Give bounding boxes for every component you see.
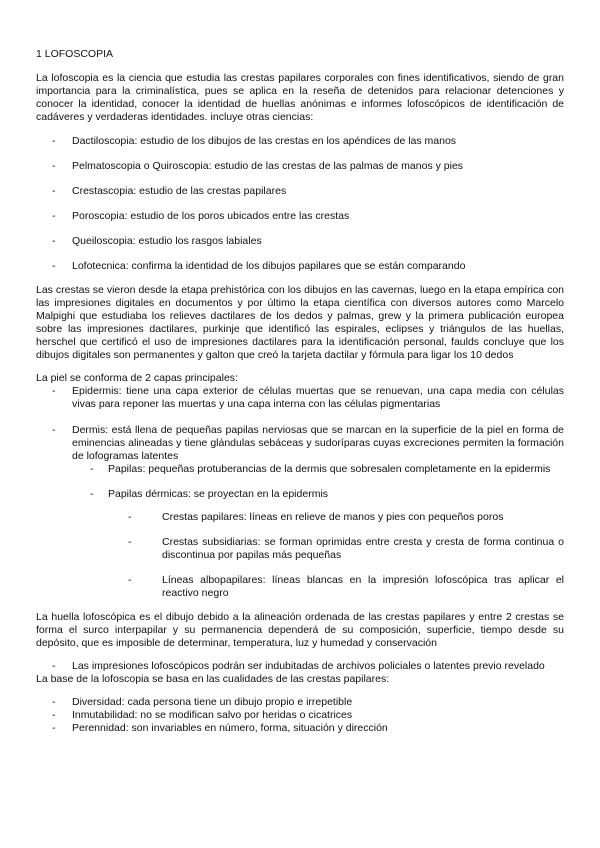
list-item: - Crestas papilares: líneas en relieve de manos y pies con pequeños poros	[108, 511, 564, 524]
list-item: - Perennidad: son invariables en número, forma, situación y dirección	[36, 722, 564, 735]
list-item: - Las impresiones lofoscópicos podrán ser indubitadas de archivos policiales o latentes previo revelado	[36, 660, 564, 673]
dermis-text: Dermis: está llena de pequeñas papilas nerviosas que se marcan en la superficie de la piel en forma de eminencias alineadas y tiene glándulas sebáceas y sudoríparas cuyas excreciones permiten la formación de lofogramas latentes	[72, 424, 564, 462]
list-item-dermis	[36, 424, 564, 600]
list-item: - Crestascopia: estudio de las crestas papilares	[36, 185, 564, 198]
history-paragraph: Las crestas se vieron desde la etapa prehistórica con los dibujos en las cavernas, luego en la etapa empírica con las impresiones digitales en documentos y por último la etapa científica con diversos autores como Marcelo Malpighi que estudiaba los relieves dactilares de los dedos y palmas, grew y la primera publicación europea sobre las impresiones dactilares, purkinje que identificó las espirales, eclipses y triángulos de las huellas, herschel que certificó el uso de impresiones dactilares para la identificación personal, faulds concluye que los dibujos digitales son permanentes y galton que creó la tarjeta dactilar y fórmula para ligar los 10 dedos	[36, 284, 564, 361]
list-item: - Dactiloscopia: estudio de los dibujos de las crestas en los apéndices de las manos	[36, 135, 564, 148]
list-item: - Queiloscopia: estudio los rasgos labiales	[36, 235, 564, 248]
base-paragraph: La base de la lofoscopia se basa en las cualidades de las crestas papilares:	[36, 673, 390, 685]
papillae-list	[72, 463, 564, 600]
list-item: - Crestas subsidiarias: se forman oprimidas entre cresta y cresta de forma continua o discontinua por papilas más pequeñas	[108, 536, 564, 562]
section-title: 1 LOFOSCOPIA	[36, 48, 114, 60]
qualities-list	[36, 696, 564, 735]
list-item: - Pelmatoscopia o Quiroscopia: estudio de las crestas de las palmas de manos y pies	[36, 160, 564, 173]
intro-paragraph: La lofoscopia es la ciencia que estudia las crestas papilares corporales con fines identificativos, siendo de gran importancia para la criminalística, pues se aplica en la reseña de detenidos para relacionar detenciones y conocer la identidad, conocer la identidad de huellas anónimas e informes lofoscópicos de identificación de cadáveres y verdaderas identidades. incluye otras ciencias:	[36, 72, 564, 123]
document-page	[36, 48, 564, 735]
fingerprint-paragraph: La huella lofoscópica es el dibujo debido a la alineación ordenada de las crestas papilares y entre 2 crestas se forma el surco interpapilar y su permanencia dependerá de su composición, superficie, tiempo desde su depósito, que es imposible de determinar, temperatura, luz y humedad y conservación	[36, 611, 564, 649]
list-item-epidermis	[36, 385, 564, 411]
epidermis-text: Epidermis: tiene una capa exterior de células muertas que se renuevan, una capa media con células vivas para reponer las muertas y una capa interna con las células pigmentarias	[72, 385, 564, 410]
list-item-papilas	[72, 463, 564, 476]
list-item: - Líneas albopapilares: líneas blancas en la impresión lofoscópica tras aplicar el reactivo negro	[108, 574, 564, 600]
list-item: - Poroscopia: estudio de los poros ubicados entre las crestas	[36, 210, 564, 223]
skin-intro: La piel se conforma de 2 capas principales:	[36, 372, 238, 384]
skin-layers-list	[36, 385, 564, 600]
impressions-list	[36, 660, 564, 673]
sciences-list	[36, 135, 564, 273]
ridges-list	[108, 511, 564, 600]
list-item-papilas-dermicas	[72, 488, 564, 600]
papilas-dermicas-text: Papilas dérmicas: se proyectan en la epidermis	[108, 488, 329, 500]
list-item: - Diversidad: cada persona tiene un dibujo propio e irrepetible	[36, 696, 564, 709]
list-item: - Lofotecnica: confirma la identidad de los dibujos papilares que se están comparando	[36, 260, 564, 273]
list-item: - Inmutabilidad: no se modifican salvo por heridas o cicatrices	[36, 709, 564, 722]
papilas-text: Papilas: pequeñas protuberancias de la dermis que sobresalen completamente en la epidermis	[108, 463, 551, 475]
